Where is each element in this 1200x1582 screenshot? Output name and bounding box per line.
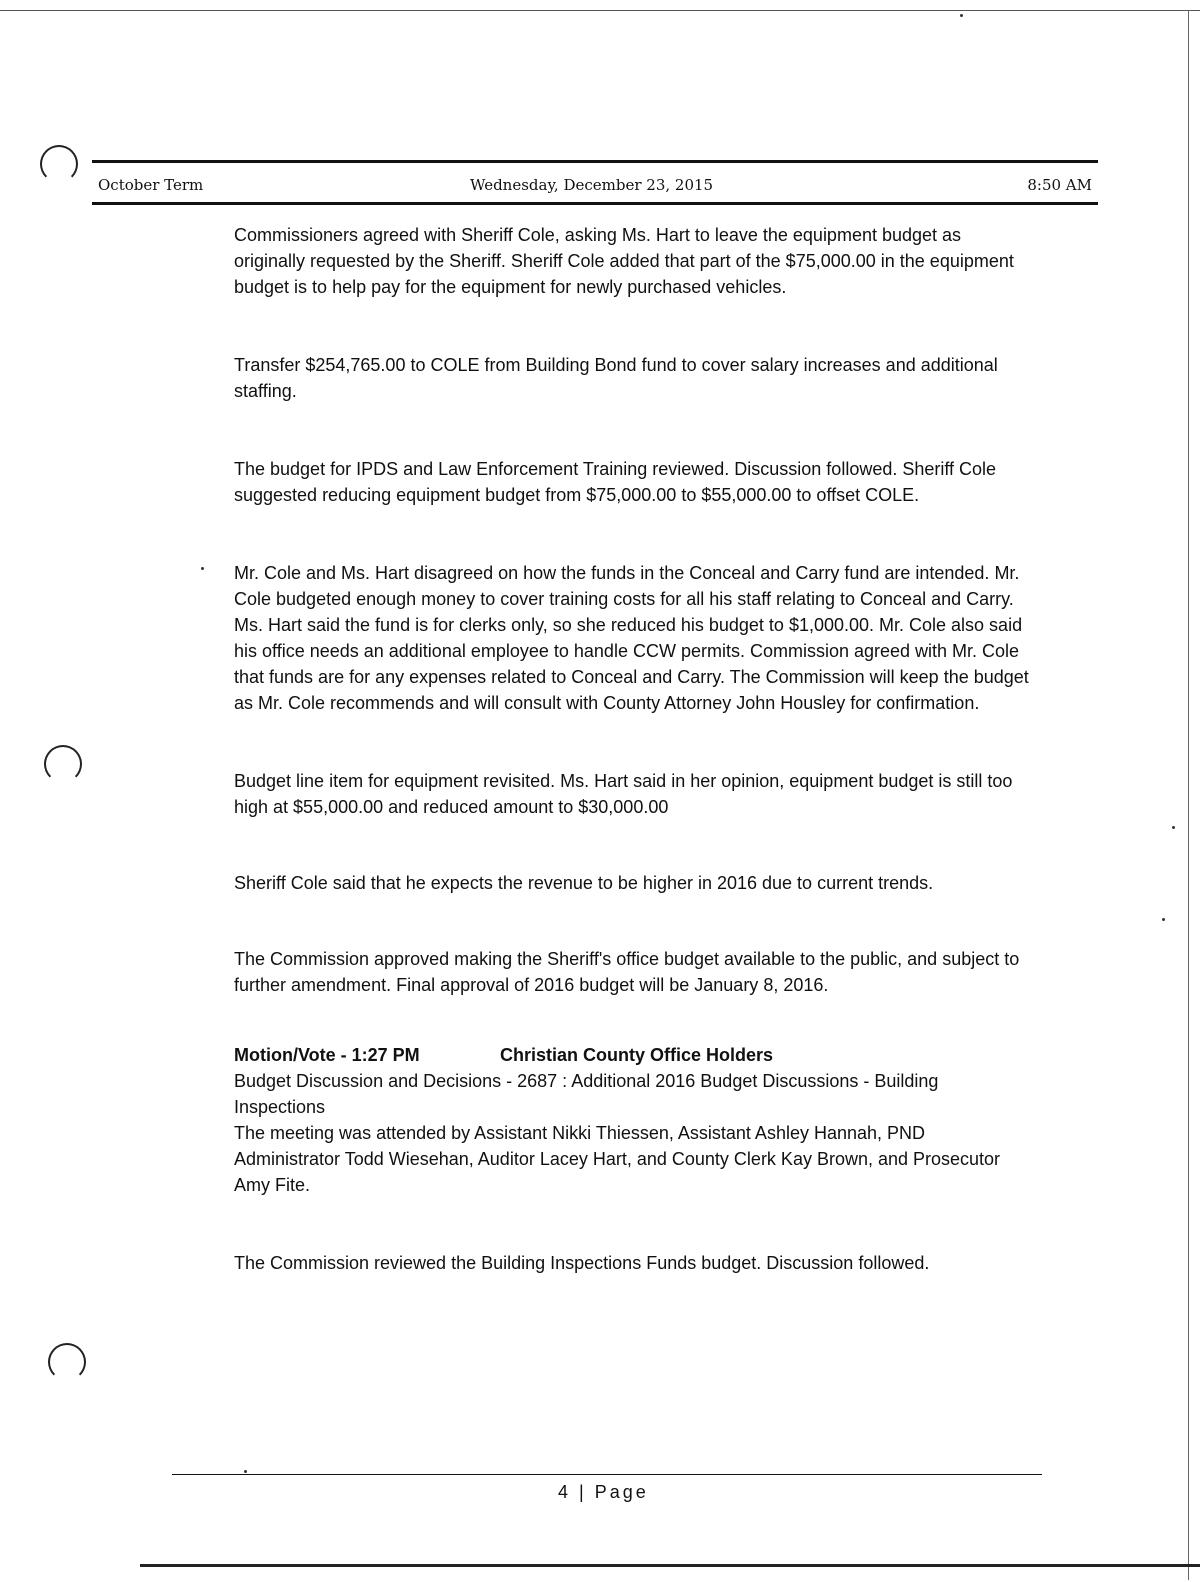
scan-speck xyxy=(1172,826,1175,829)
motion-heading xyxy=(234,1042,1034,1068)
footer-rule xyxy=(172,1474,1042,1475)
motion-details xyxy=(234,1068,1034,1198)
paragraph-approval: The Commission approved making the Sheriff's office budget available to the public, and subject to further amendment. Final approval of 2016 budget will be January 8, 2016. xyxy=(234,949,1020,995)
scan-edge-right xyxy=(1188,10,1189,1580)
minutes-body xyxy=(234,222,1034,1276)
motion-title: Christian County Office Holders xyxy=(500,1045,774,1065)
header-time: 8:50 AM xyxy=(1027,176,1092,194)
motion-label: Motion/Vote - 1:27 PM xyxy=(234,1045,420,1065)
paragraph-revenue: Sheriff Cole said that he expects the revenue to be higher in 2016 due to current trends. xyxy=(234,873,934,893)
scan-edge-top xyxy=(0,10,1200,11)
scan-speck xyxy=(960,14,963,17)
scan-speck xyxy=(201,567,204,570)
motion-attendance: The meeting was attended by Assistant Nikki Thiessen, Assistant Ashley Hannah, PND Administrator Todd Wiesehan, Auditor Lacey Hart, and County Clerk Kay Brown, and Prosecutor Amy Fite. xyxy=(234,1123,1001,1195)
header-rule-bottom xyxy=(92,202,1098,205)
scan-edge-bottom xyxy=(140,1564,1200,1567)
header-term: October Term xyxy=(98,176,204,194)
binder-hole-bottom xyxy=(48,1343,86,1381)
page-number: 4 | Page xyxy=(558,1482,649,1502)
scan-speck xyxy=(1162,918,1165,921)
header-date: Wednesday, December 23, 2015 xyxy=(470,176,714,194)
paragraph-building-inspections: The Commission reviewed the Building Inspections Funds budget. Discussion followed. xyxy=(234,1253,930,1273)
scan-speck xyxy=(244,1470,247,1473)
motion-subject: Budget Discussion and Decisions - 2687 : Additional 2016 Budget Discussions - Building Inspections xyxy=(234,1071,939,1117)
paragraph-conceal-carry: Mr. Cole and Ms. Hart disagreed on how the funds in the Conceal and Carry fund are intended. Mr. Cole budgeted enough money to cover training costs for all his staff relating to Conceal and Carry. Ms. Hart said the fund is for clerks only, so she reduced his budget to $1,000.00. Mr. Cole also said his office needs an additional employee to handle CCW permits. Commission agreed with Mr. Cole that funds are for any expenses related to Conceal and Carry. The Commission will keep the budget as Mr. Cole recommends and will consult with County Attorney John Housley for confirmation. xyxy=(234,563,1029,713)
paragraph-transfer: Transfer $254,765.00 to COLE from Building Bond fund to cover salary increases and additional staffing. xyxy=(234,355,998,401)
binder-hole-middle xyxy=(44,745,82,783)
paragraph-ipds-training: The budget for IPDS and Law Enforcement Training reviewed. Discussion followed. Sheriff Cole suggested reducing equipment budget from $75,000.00 to $55,000.00 to offset COLE. xyxy=(234,459,997,505)
header-rule-top xyxy=(92,160,1098,163)
paragraph-equipment-budget: Commissioners agreed with Sheriff Cole, asking Ms. Hart to leave the equipment budget as originally requested by the Sheriff. Sheriff Cole added that part of the $75,000.00 in the equipment budget is to help pay for the equipment for newly purchased vehicles. xyxy=(234,225,1014,297)
binder-hole-top xyxy=(40,145,78,183)
paragraph-equipment-revisited: Budget line item for equipment revisited. Ms. Hart said in her opinion, equipment budget is still too high at $55,000.00 and reduced amount to $30,000.00 xyxy=(234,771,1013,817)
